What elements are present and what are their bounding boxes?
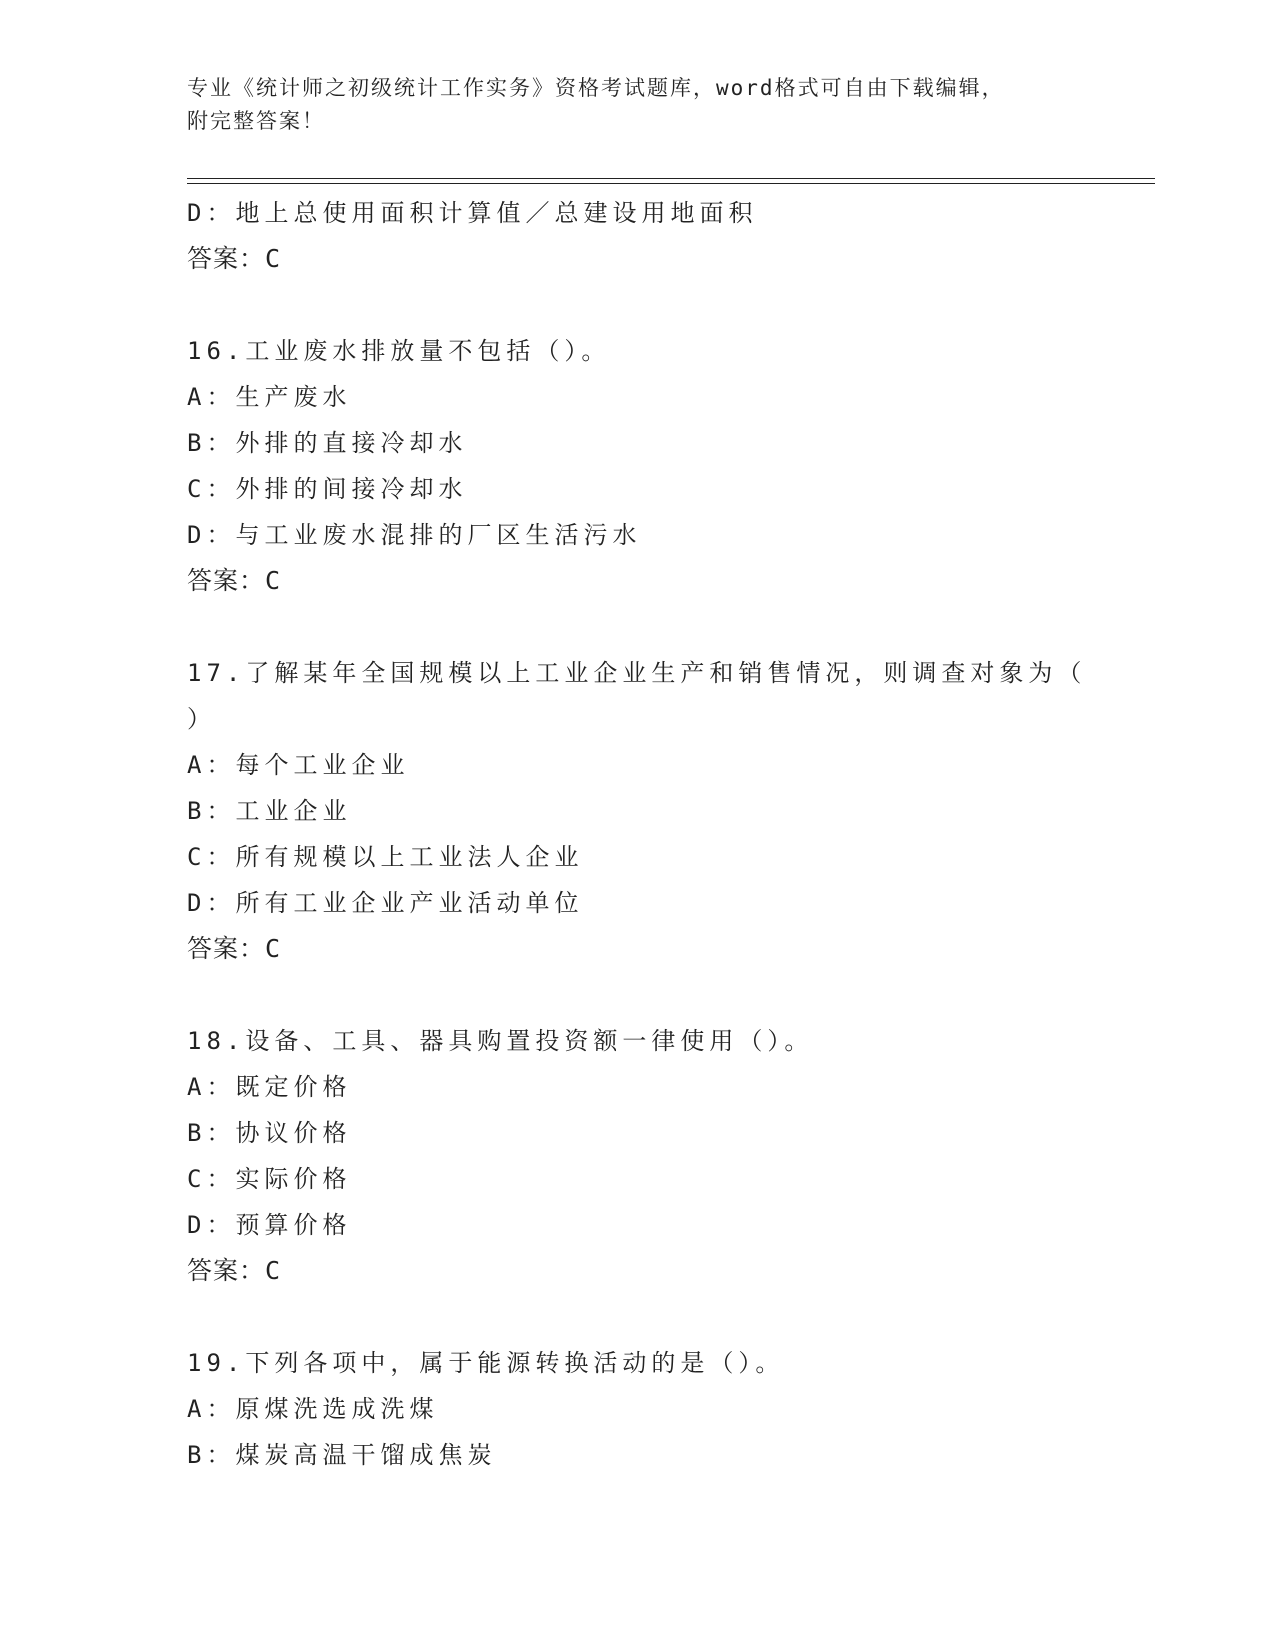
option-a: A：既定价格 <box>187 1073 352 1101</box>
header-divider-bottom <box>187 183 1155 184</box>
option-b: B：工业企业 <box>187 797 352 825</box>
document-header <box>187 72 1087 138</box>
header-divider-top <box>187 178 1155 179</box>
question-17 <box>187 650 1087 972</box>
option-c: C：所有规模以上工业法人企业 <box>187 843 584 871</box>
option-d: D：与工业废水混排的厂区生活污水 <box>187 521 642 549</box>
header-line-2: 附完整答案！ <box>187 109 325 133</box>
answer: 答案：C <box>187 1256 282 1285</box>
question-text-line-1: 17.了解某年全国规模以上工业企业生产和销售情况，则调查对象为（ <box>187 659 1087 687</box>
answer: 答案：C <box>187 934 282 963</box>
option-a: A：原煤洗选成洗煤 <box>187 1395 439 1423</box>
question-19 <box>187 1340 1087 1478</box>
question-text: 18.设备、工具、器具购置投资额一律使用（）。 <box>187 1027 814 1055</box>
question-list <box>187 190 1087 1478</box>
option-c: C：外排的间接冷却水 <box>187 475 468 503</box>
option-c: C：实际价格 <box>187 1165 352 1193</box>
question-text: 19.下列各项中，属于能源转换活动的是（）。 <box>187 1349 785 1377</box>
header-line-1: 专业《统计师之初级统计工作实务》资格考试题库，word格式可自由下载编辑， <box>187 76 1005 100</box>
spacer <box>187 972 1087 1018</box>
question-18 <box>187 1018 1087 1294</box>
option-b: B：协议价格 <box>187 1119 352 1147</box>
option-b: B：外排的直接冷却水 <box>187 429 468 457</box>
option-d: D：预算价格 <box>187 1211 352 1239</box>
option-d: D：所有工业企业产业活动单位 <box>187 889 584 917</box>
spacer <box>187 282 1087 328</box>
spacer <box>187 604 1087 650</box>
option-a: A：每个工业企业 <box>187 751 410 779</box>
option-b: B：煤炭高温干馏成焦炭 <box>187 1441 497 1469</box>
question-16 <box>187 328 1087 604</box>
question-text-line-2: ） <box>187 705 216 733</box>
option-a: A：生产废水 <box>187 383 352 411</box>
spacer <box>187 1294 1087 1340</box>
answer: 答案：C <box>187 566 282 595</box>
question-text: 16.工业废水排放量不包括（）。 <box>187 337 611 365</box>
prev-answer: 答案：C <box>187 244 282 273</box>
prev-option-d: D：地上总使用面积计算值／总建设用地面积 <box>187 199 758 227</box>
